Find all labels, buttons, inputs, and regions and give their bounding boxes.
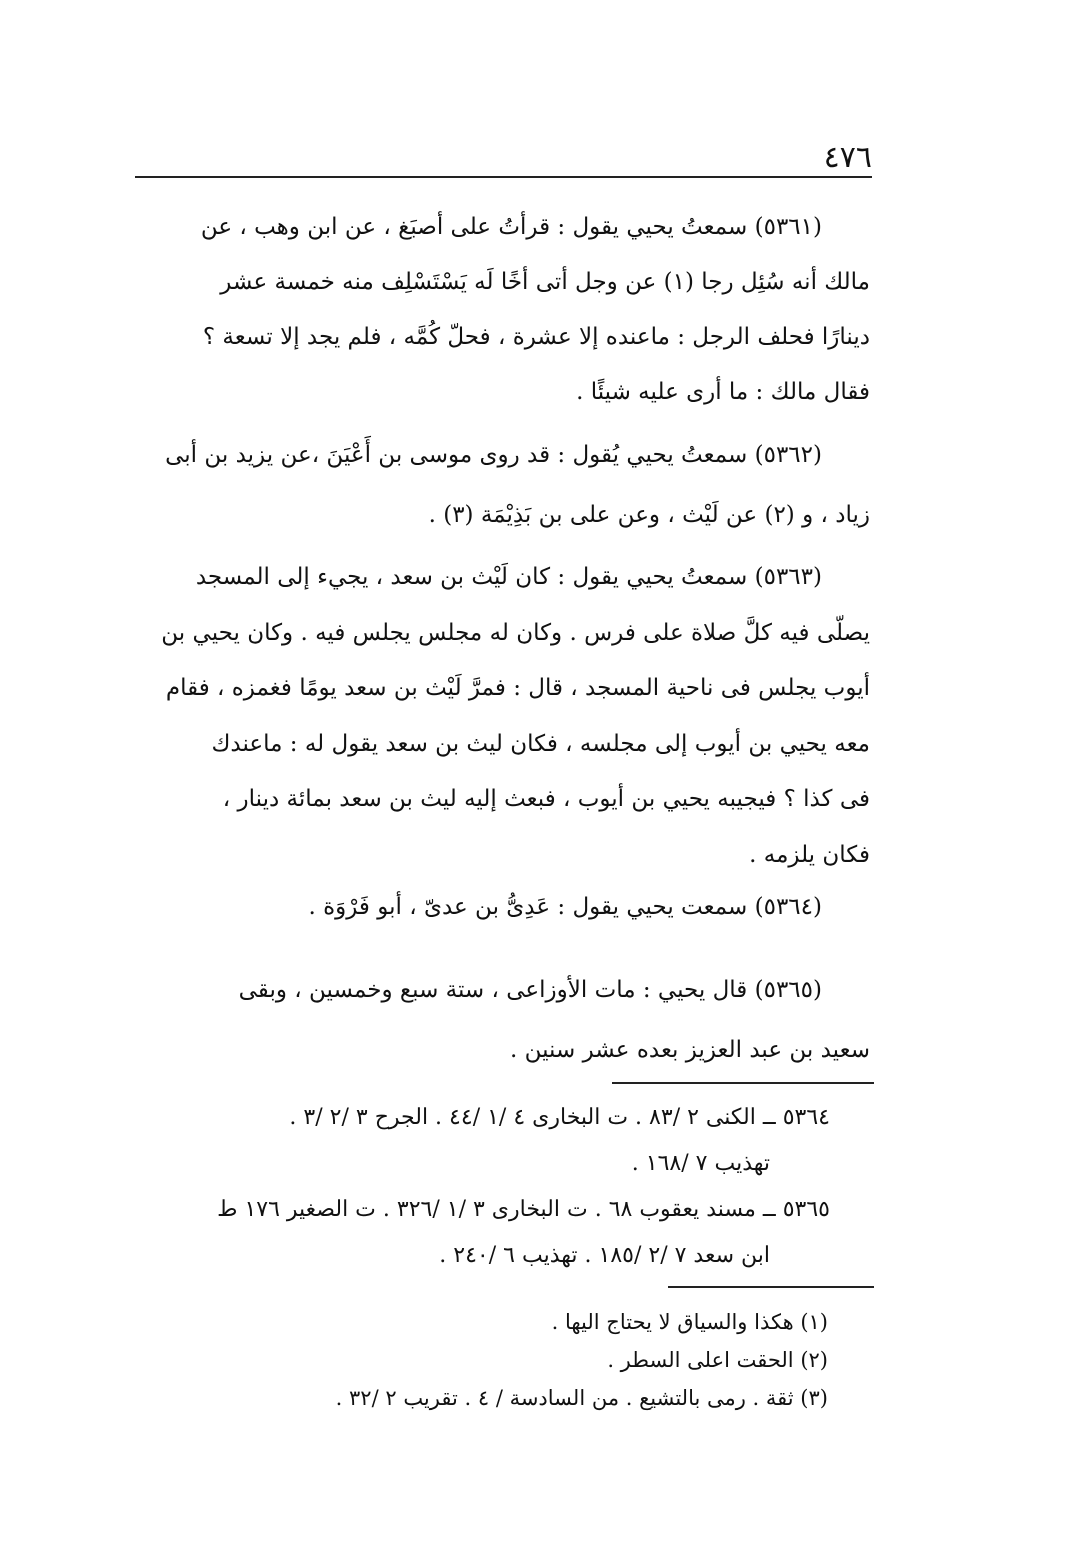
source-references	[130, 1095, 830, 1279]
entry-line: (٥٣٦٤) سمعت يحيي يقول : عَدِىُّ بن عدىّ ، أبو فَرْوَة .	[308, 894, 822, 920]
footnote: (١) هكذا والسياق لا يحتاج اليها .	[551, 1310, 828, 1334]
entry-line: (٥٣٦٢) سمعتُ يحيي يُقول : قد روى موسى بن أَعْيَنَ ،عن يزيد بن أبى	[165, 442, 822, 468]
source-line: ابن سعد ٧ /٢ /١٨٥ . تهذيب ٦ /٢٤٠ .	[439, 1243, 770, 1268]
entry-line: أيوب يجلس فى ناحية المسجد ، قال : فمرَّ لَيْث بن سعد يومًا فغمزه ، فقام	[165, 675, 870, 701]
entry-line: معه يحيي بن أيوب إلى مجلسه ، فكان ليث بن سعد يقول له : ماعندك	[211, 730, 870, 757]
entry-5365	[132, 960, 870, 1080]
entry-5364	[132, 880, 870, 935]
entry-line: (٥٣٦١) سمعتُ يحيي يقول : قرأتُ على أصبَغ ، عن ابن وهب ، عن	[200, 214, 822, 240]
entry-line: سعيد بن عبد العزيز بعده عشر سنين .	[509, 1037, 870, 1063]
entry-line: فى كذا ؟ فيجيبه يحيي بن أيوب ، فبعث إليه ليث بن سعد بمائة دينار ،	[222, 786, 870, 812]
entry-5363	[132, 550, 870, 883]
footnote: (٣) ثقة . رمى بالتشيع . من السادسة / ٤ . تقريب ٢ /٣٢ .	[335, 1386, 828, 1410]
page-number: ٤٧٦	[823, 140, 872, 175]
entry-5361	[132, 200, 870, 420]
footnote: (٢) الحقت اعلى السطر .	[607, 1348, 828, 1372]
footnotes	[200, 1303, 828, 1417]
source-line: ٥٣٦٥ ــ مسند يعقوب ٦٨ . ت البخارى ٣ /١ /٣٢٦ . ت الصغير ١٧٦ ط	[217, 1197, 830, 1222]
footnotes-rule	[668, 1286, 874, 1288]
entry-line: فقال مالك : ما أرى عليه شيئًا .	[576, 379, 870, 405]
header-rule	[135, 176, 872, 178]
source-line: ٥٣٦٤ ــ الكنى ٢ /٨٣ . ت البخارى ٤ /١ /٤٤ . الجرح ٣ /٢ /٣ .	[289, 1105, 830, 1130]
entry-line: مالك أنه سُئِل رجا (١) عن وجل أتى أخًا لَه يَسْتَسْلِف منه خمسة عشر	[220, 269, 870, 295]
entry-line: (٥٣٦٣) سمعتُ يحيي يقول : كان لَيْث بن سعد ، يجيء إلى المسجد	[195, 564, 822, 590]
entry-5362	[132, 425, 870, 545]
source-line: تهذيب ٧ /١٦٨ .	[631, 1151, 770, 1176]
entry-line: دينارًا فحلف الرجل : ماعنده إلا عشرة ، فحلّ كُمَّه ، فلم يجد إلا تسعة ؟	[202, 324, 870, 350]
entry-line: فكان يلزمه .	[749, 841, 870, 868]
entry-line: زياد ، و (٢) عن لَيْث ، وعن على بن بَذِيْمَة (٣) .	[428, 502, 870, 528]
entry-line: يصلّى فيه كلَّ صلاة على فرس . وكان له مجلس يجلس فيه . وكان يحيي بن	[161, 619, 870, 646]
sources-rule	[612, 1082, 874, 1084]
entry-line: (٥٣٦٥) قال يحيي : مات الأوزاعى ، ستة سبع وخمسين ، وبقى	[238, 977, 822, 1003]
